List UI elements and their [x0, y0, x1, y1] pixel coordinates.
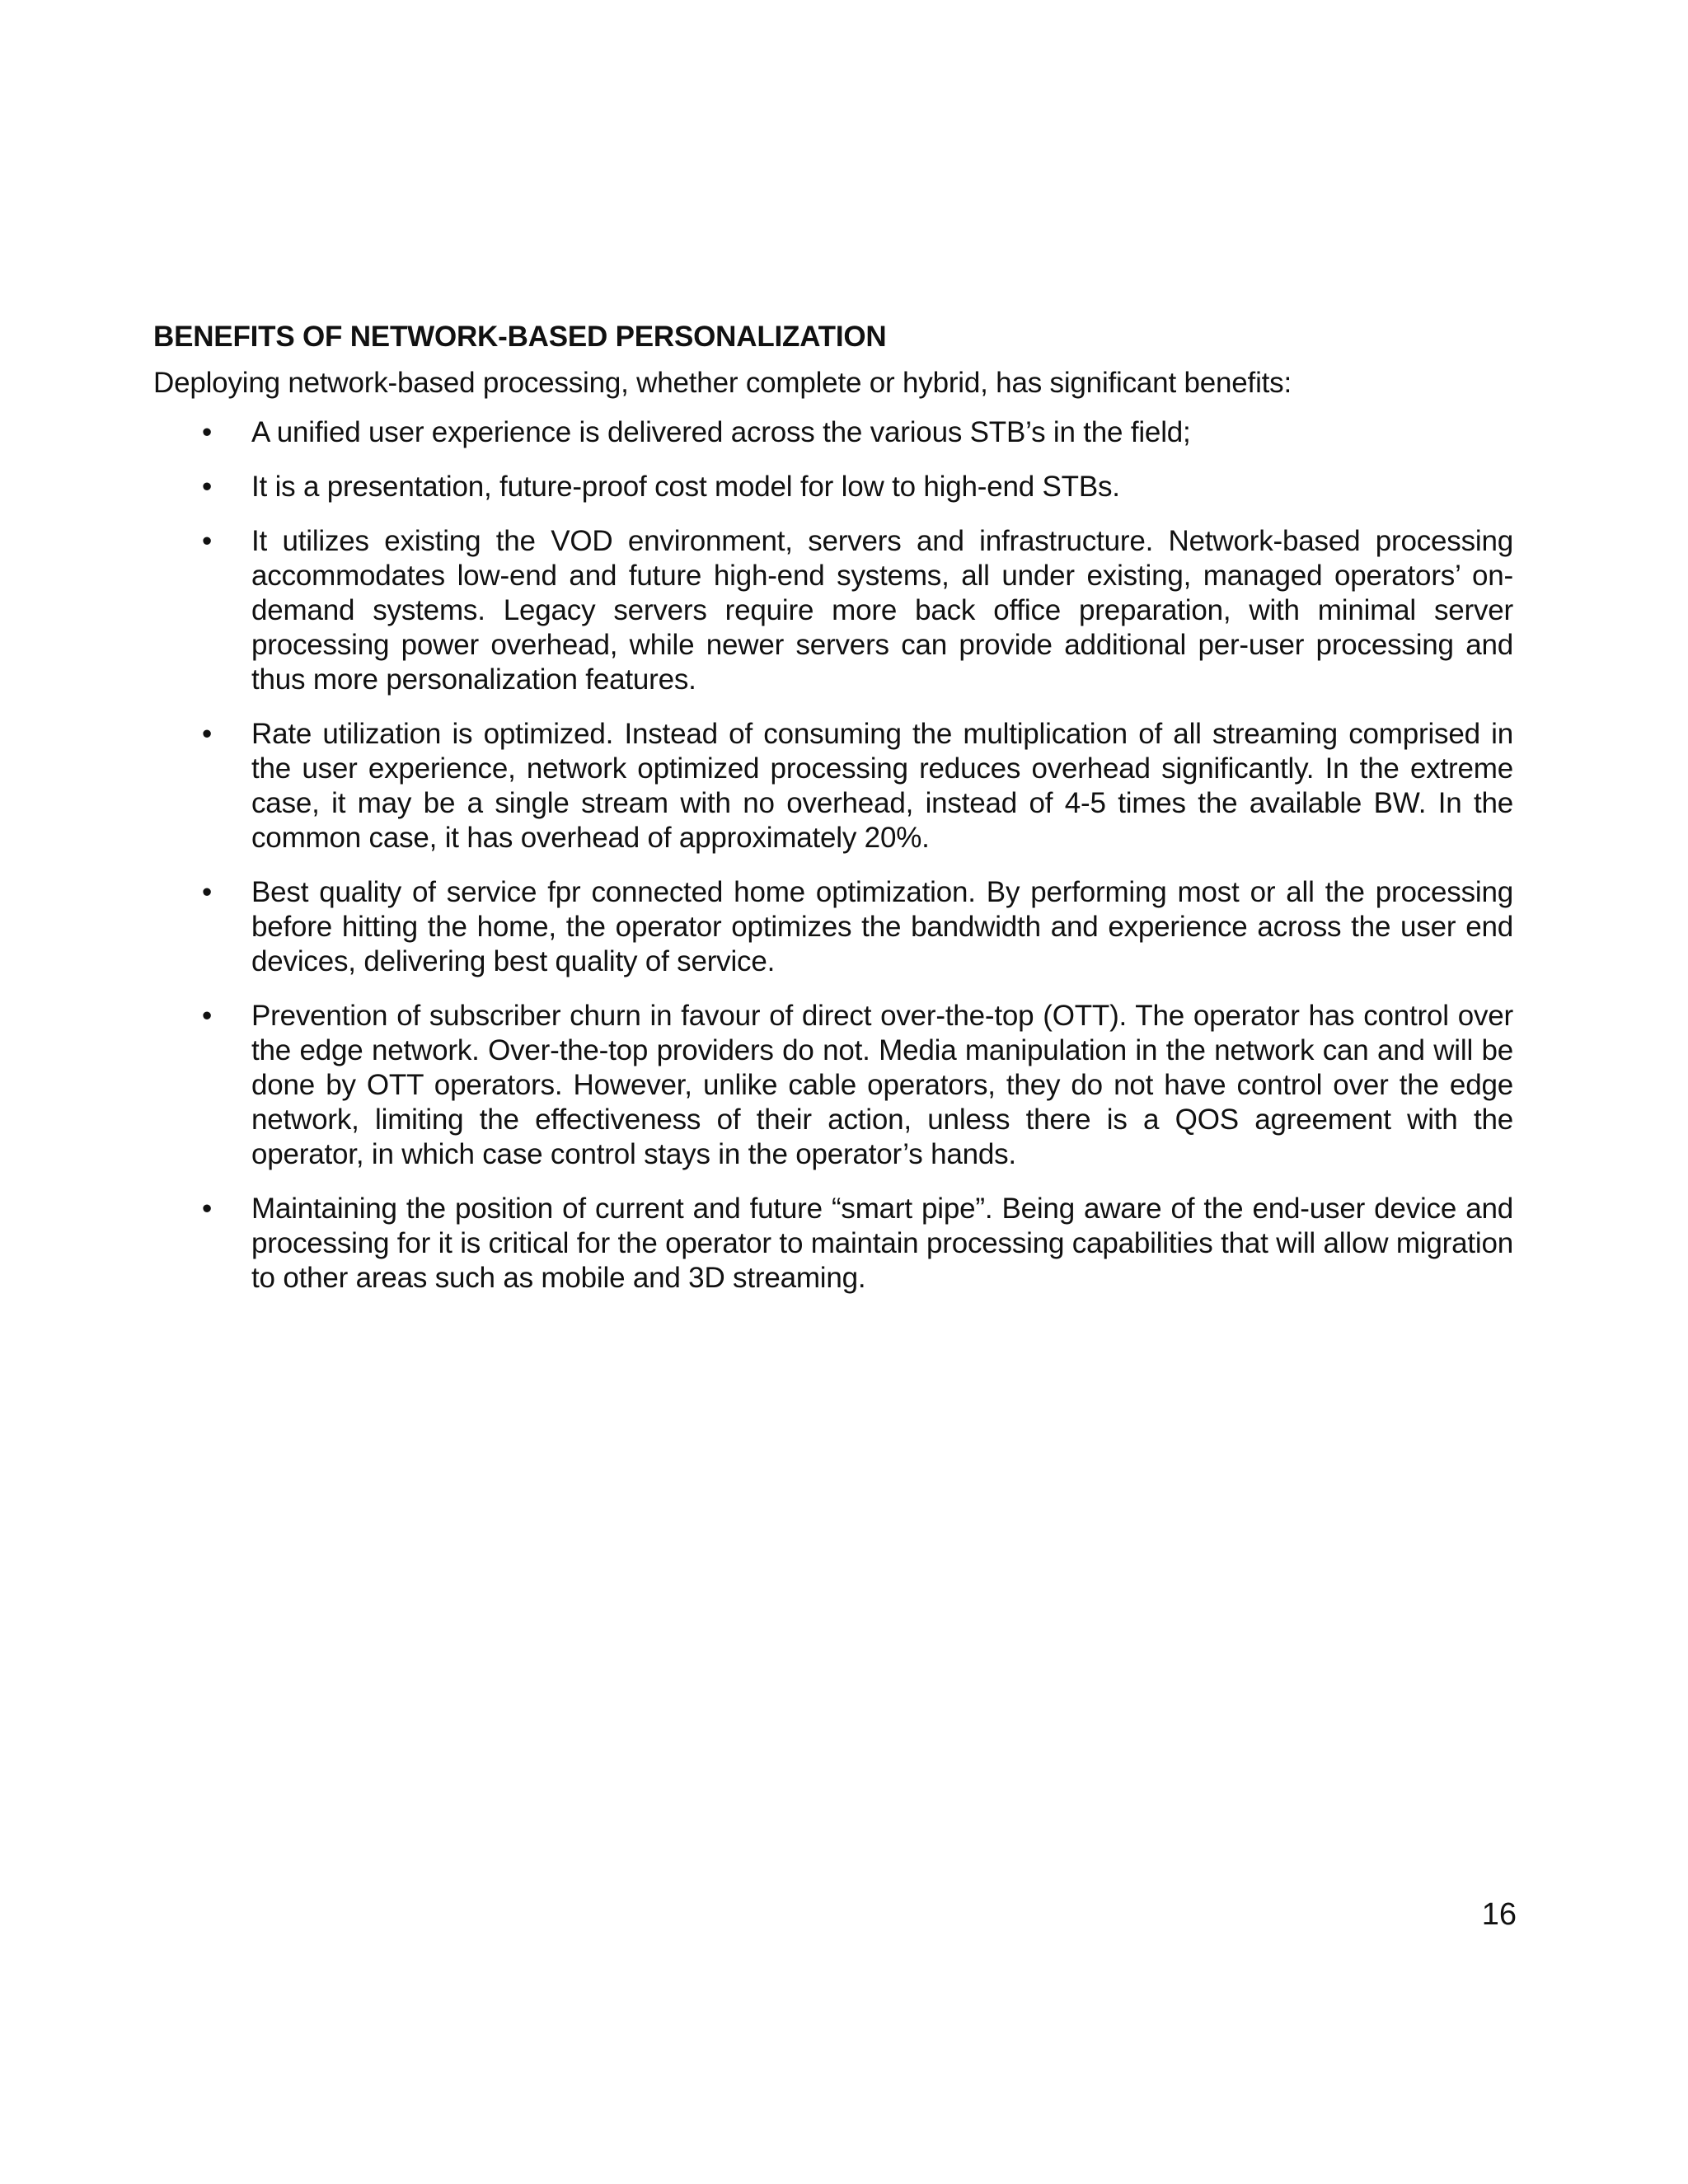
list-item-text: • It is a presentation, future-proof cost model for low to high-end STBs.: [251, 471, 1120, 503]
list-item: [153, 717, 1513, 855]
list-item: [153, 999, 1513, 1172]
list-item: [153, 524, 1513, 697]
list-item-text: • A unified user experience is delivered across the various STB’s in the field;: [251, 416, 1191, 448]
list-item-text: • Maintaining the position of current and future “smart pipe”. Being aware of the end-user device and processing for it is critical for the operator to maintain processing capabilities that will allow migration to other areas such as mobile and 3D streaming.: [251, 1193, 1513, 1294]
list-item: [153, 470, 1513, 504]
list-item-text: • It utilizes existing the VOD environment, servers and infrastructure. Network-based processing accommodates low-end and future high-end systems, all under existing, managed operators’ on-demand systems. Legacy servers require more back office preparation, with minimal server processing power overhead, while newer servers can provide additional per-user processing and thus more personalization features.: [251, 525, 1513, 696]
list-item-text: • Best quality of service fpr connected home optimization. By performing most or all the processing before hitting the home, the operator optimizes the bandwidth and experience across the user end devices, delivering best quality of service.: [251, 876, 1513, 977]
list-item: [153, 875, 1513, 979]
section-content: [153, 320, 1513, 1315]
section-heading: BENEFITS OF NETWORK-BASED PERSONALIZATION: [153, 321, 887, 353]
list-item-text: • Rate utilization is optimized. Instead of consuming the multiplication of all streaming comprised in the user experience, network optimized processing reduces overhead significantly. In the extreme case, it may be a single stream with no overhead, instead of 4-5 times the available BW. In the common case, it has overhead of approximately 20%.: [251, 718, 1513, 854]
list-item-text: • Prevention of subscriber churn in favour of direct over-the-top (OTT). The operator has control over the edge network. Over-the-top providers do not. Media manipulation in the network can and will be done by OTT operators. However, unlike cable operators, they do not have control over the edge network, limiting the effectiveness of their action, unless there is a QOS agreement with the operator, in which case control stays in the operator’s hands.: [251, 1000, 1513, 1170]
page-number: 16: [1481, 1897, 1517, 1932]
benefits-list: [153, 415, 1513, 1296]
list-item: [153, 1192, 1513, 1296]
intro-paragraph: Deploying network-based processing, whether complete or hybrid, has significant benefits:: [153, 367, 1292, 399]
list-item: [153, 415, 1513, 450]
